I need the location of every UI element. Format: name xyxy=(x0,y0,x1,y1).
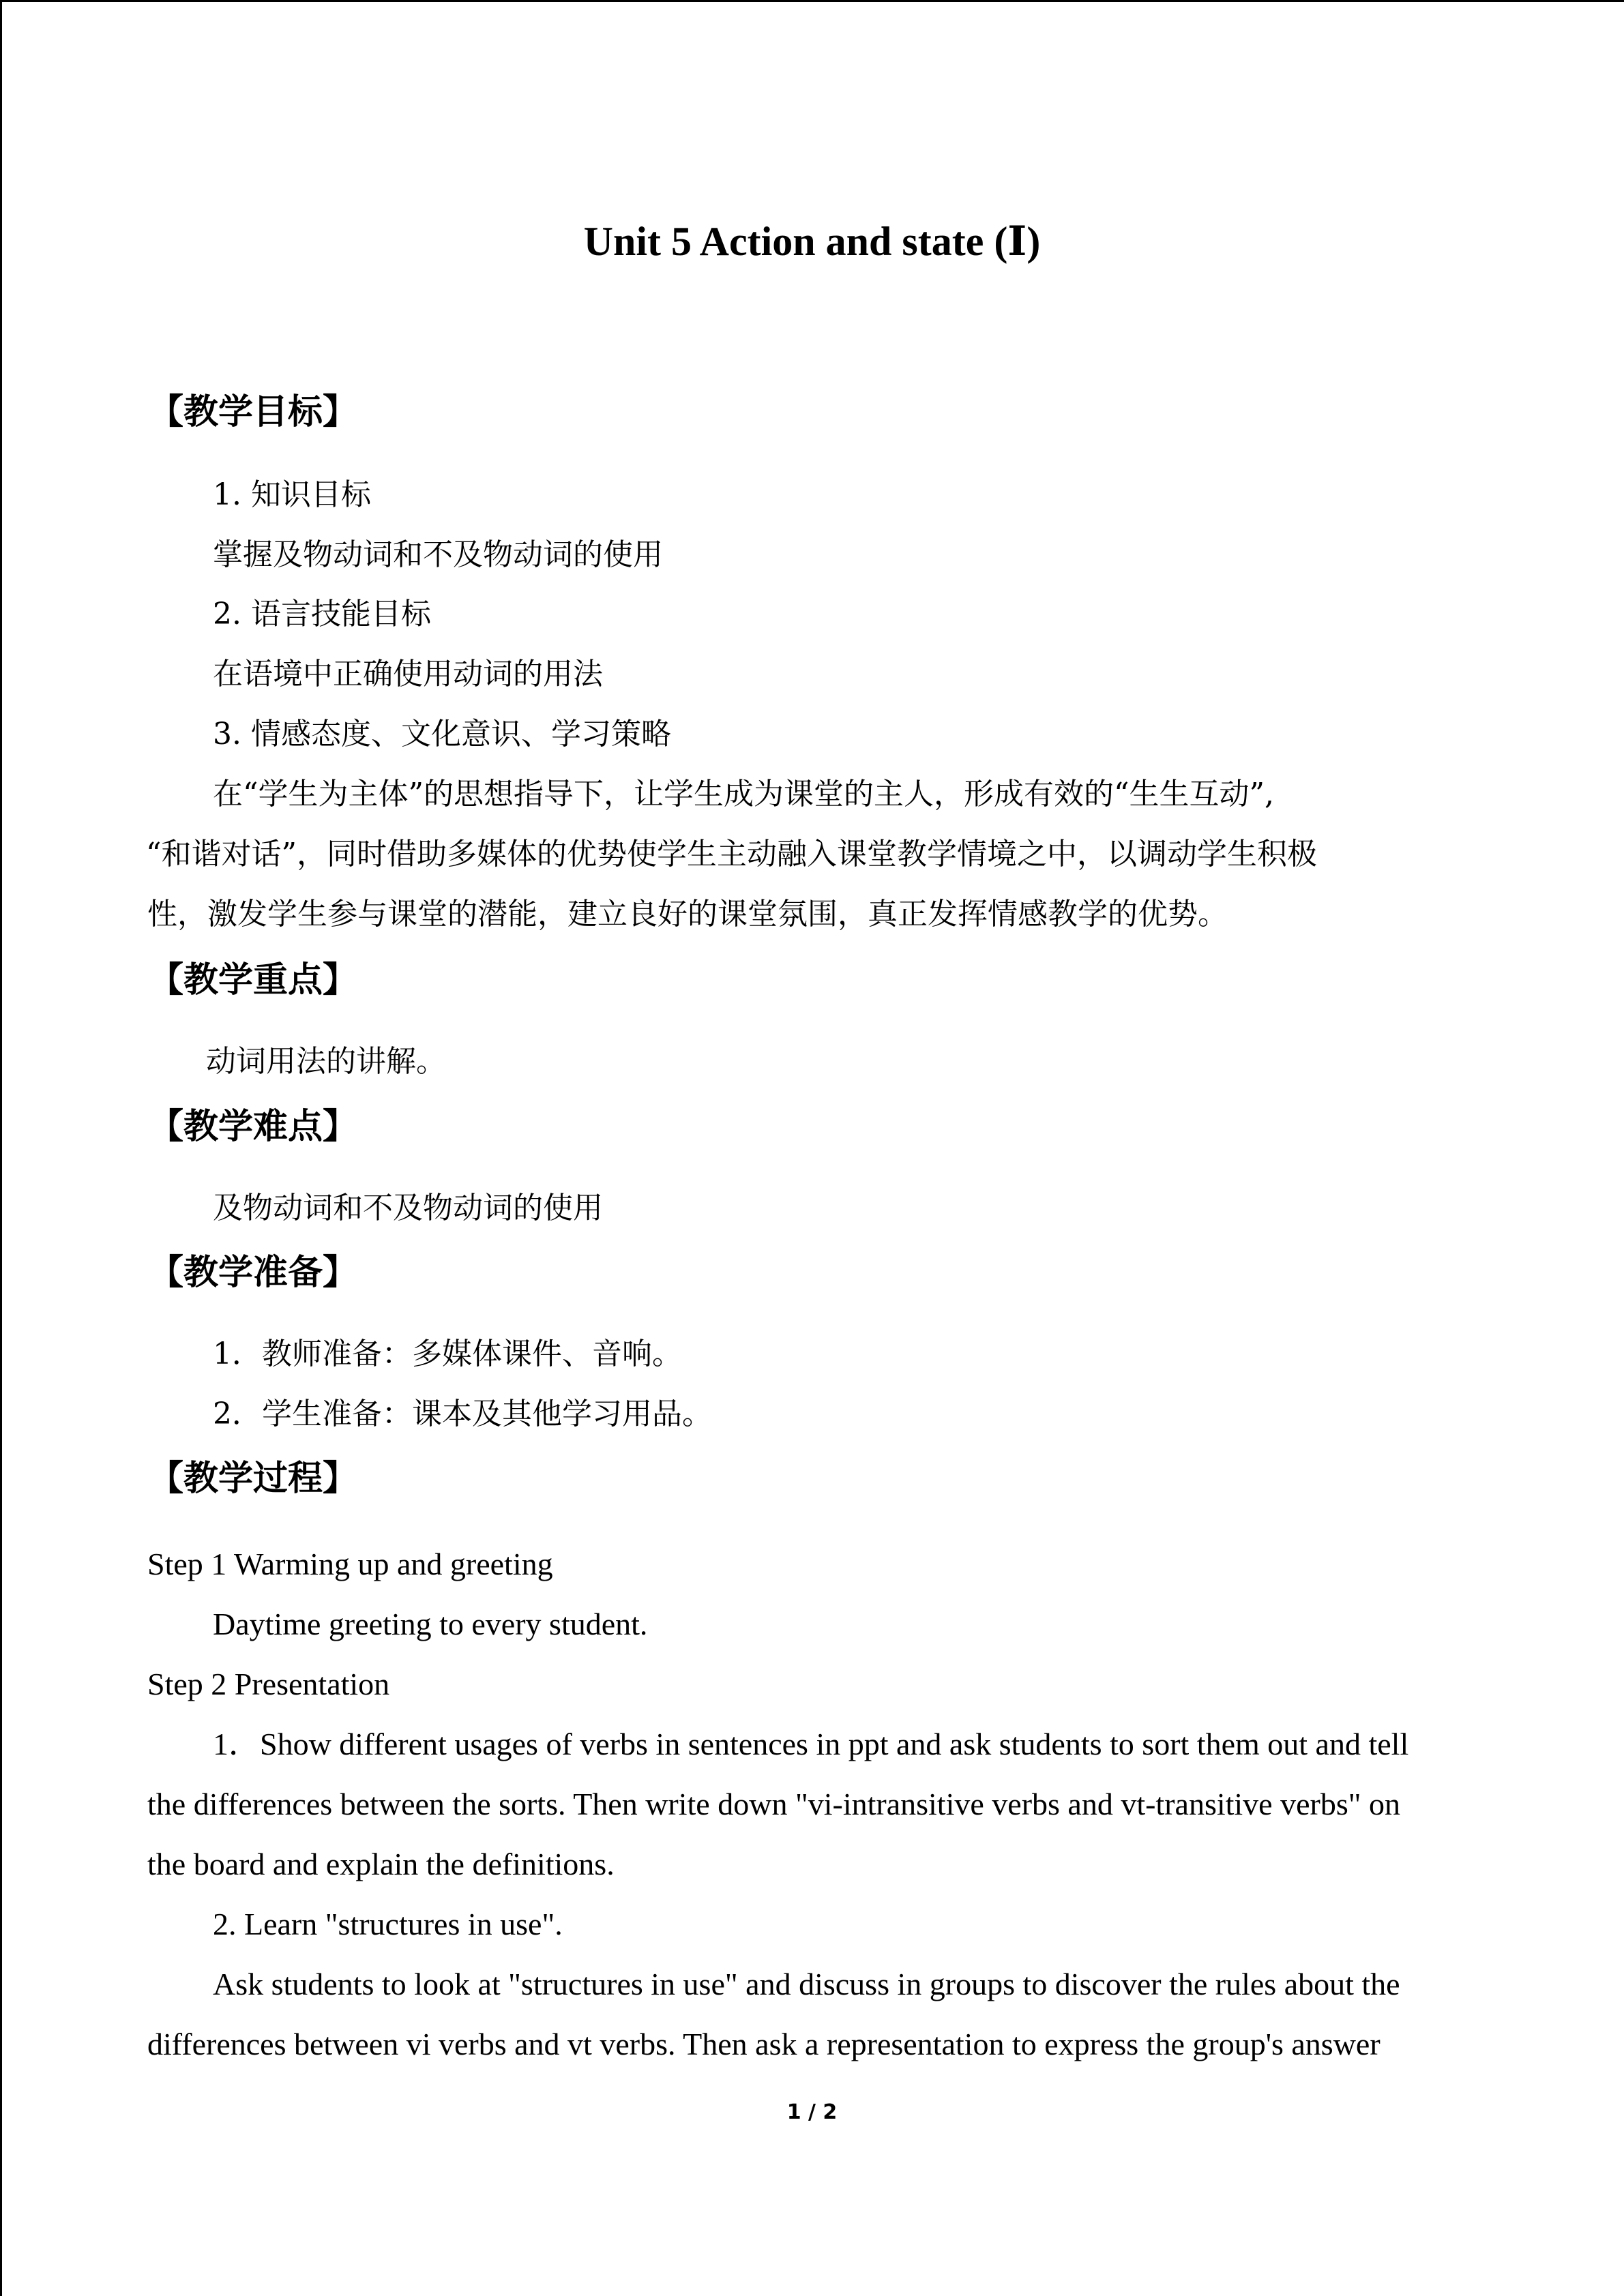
step-2-item-1-line-3: the board and explain the definitions. xyxy=(147,1847,615,1881)
step-1-title: Step 1 Warming up and greeting xyxy=(147,1547,553,1581)
objective-2-text: 在语境中正确使用动词的用法 xyxy=(213,657,603,691)
objective-1-title: 1. 知识目标 xyxy=(213,477,371,512)
step-2-item-1-line-2: the differences between the sorts. Then write down "vi-intransitive verbs and vt-transitive verbs" on xyxy=(147,1787,1401,1821)
heading-difficulties: 【教学难点】 xyxy=(149,1106,358,1147)
key-points-text: 动词用法的讲解。 xyxy=(206,1044,446,1079)
page-title: Unit 5 Action and state (Ⅰ) xyxy=(583,219,1041,264)
preparation-item-2: 2．学生准备：课本及其他学习用品。 xyxy=(213,1397,712,1431)
page-number: 1 / 2 xyxy=(786,2100,838,2124)
page-border-left xyxy=(0,0,2,2296)
step-2-title: Step 2 Presentation xyxy=(147,1667,390,1701)
step-2-item-1-line-1: 1．Show different usages of verbs in sentences in ppt and ask students to sort them out and tell xyxy=(213,1727,1409,1761)
heading-preparation: 【教学准备】 xyxy=(149,1252,358,1293)
difficulties-text: 及物动词和不及物动词的使用 xyxy=(213,1191,603,1225)
objective-3-line-2: “和谐对话”，同时借助多媒体的优势使学生主动融入课堂教学情境之中，以调动学生积极 xyxy=(146,837,1317,871)
step-1-text: Daytime greeting to every student. xyxy=(213,1607,648,1641)
objective-3-line-1: 在“学生为主体”的思想指导下，让学生成为课堂的主人，形成有效的“生生互动”, xyxy=(213,777,1274,811)
heading-objectives: 【教学目标】 xyxy=(149,391,358,432)
objective-2-title: 2. 语言技能目标 xyxy=(213,597,431,631)
objective-3-line-3: 性，激发学生参与课堂的潜能，建立良好的课堂氛围，真正发挥情感教学的优势。 xyxy=(147,897,1228,931)
step-2-item-2-line-1: Ask students to look at "structures in use" and discuss in groups to discover the rules about the xyxy=(213,1967,1400,2001)
preparation-item-1: 1．教师准备：多媒体课件、音响。 xyxy=(213,1337,682,1371)
step-2-item-2-title: 2. Learn "structures in use". xyxy=(213,1907,563,1941)
page-border-top xyxy=(0,0,1624,2)
heading-process: 【教学过程】 xyxy=(149,1458,358,1499)
step-2-item-2-line-2: differences between vi verbs and vt verbs. Then ask a representation to express the group's answer xyxy=(147,2027,1381,2061)
objective-1-text: 掌握及物动词和不及物动词的使用 xyxy=(213,537,663,572)
heading-key-points: 【教学重点】 xyxy=(149,959,358,1000)
objective-3-title: 3. 情感态度、文化意识、学习策略 xyxy=(213,717,671,751)
